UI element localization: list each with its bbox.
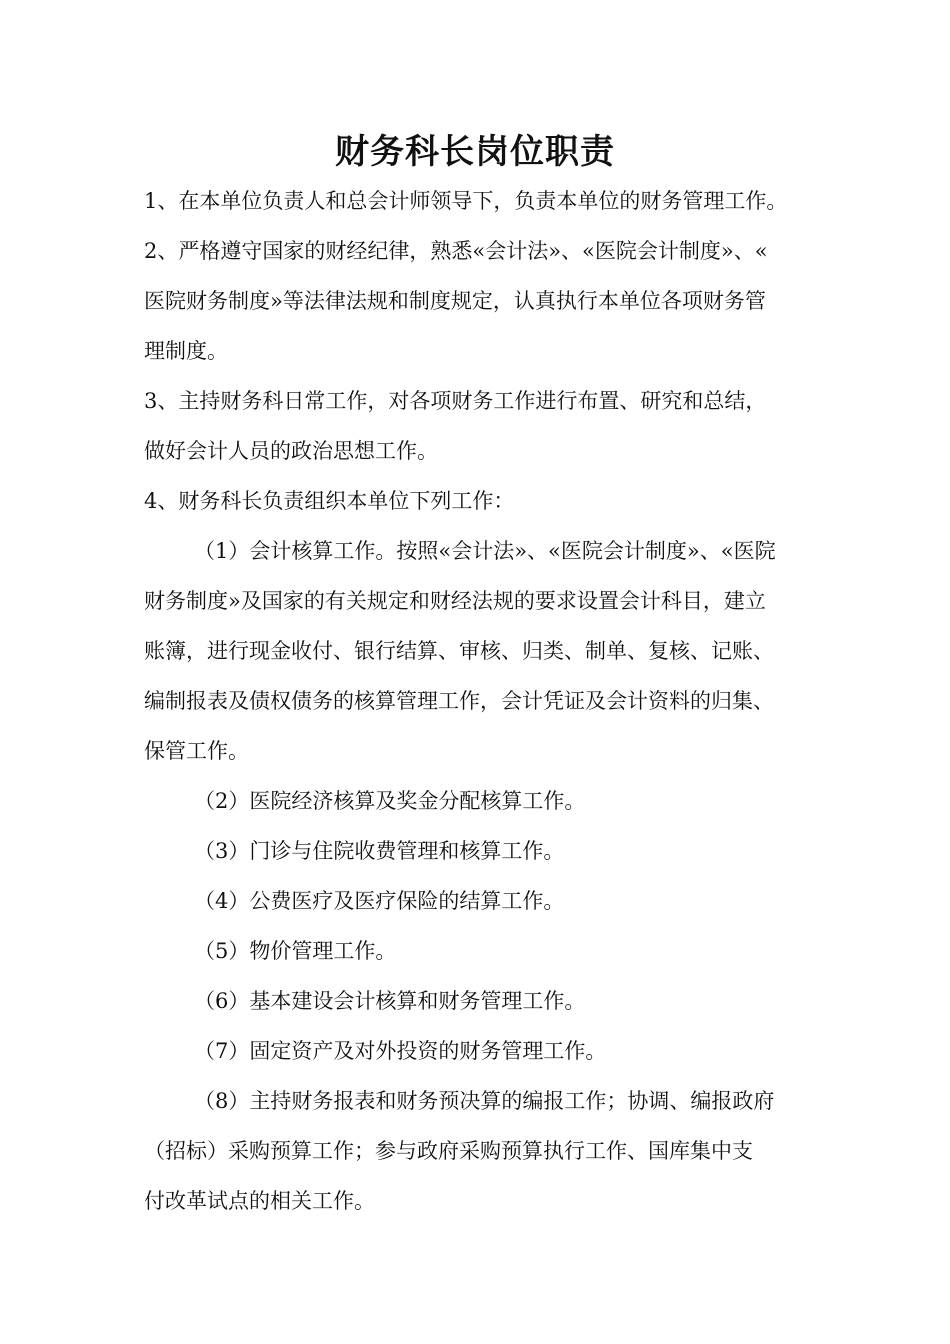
text-line: （5）物价管理工作。 bbox=[194, 939, 397, 963]
text-line: 编制报表及债权债务的核算管理工作，会计凭证及会计资料的归集、 bbox=[144, 689, 774, 713]
text-line: 账簿，进行现金收付、银行结算、审核、归类、制单、复核、记账、 bbox=[144, 639, 774, 663]
text-line: 1、在本单位负责人和总会计师领导下，负责本单位的财务管理工作。 bbox=[144, 189, 788, 213]
text-line: 理制度。 bbox=[144, 339, 228, 363]
text-line: 保管工作。 bbox=[144, 739, 249, 763]
document-title: 财务科长岗位职责 bbox=[335, 132, 615, 172]
text-line: （8）主持财务报表和财务预决算的编报工作；协调、编报政府 bbox=[194, 1089, 775, 1113]
text-line: 2、严格遵守国家的财经纪律，熟悉«会计法»、«医院会计制度»、« bbox=[144, 239, 768, 263]
text-line: （招标）采购预算工作；参与政府采购预算执行工作、国库集中支 bbox=[144, 1139, 753, 1163]
text-line: 3、主持财务科日常工作，对各项财务工作进行布置、研究和总结， bbox=[144, 389, 767, 413]
text-line: 付改革试点的相关工作。 bbox=[144, 1189, 375, 1213]
text-line: （7）固定资产及对外投资的财务管理工作。 bbox=[194, 1039, 607, 1063]
text-line: 4、财务科长负责组织本单位下列工作： bbox=[144, 489, 515, 513]
document-body bbox=[144, 176, 824, 1226]
text-line: 做好会计人员的政治思想工作。 bbox=[144, 439, 438, 463]
text-line: （4）公费医疗及医疗保险的结算工作。 bbox=[194, 889, 565, 913]
text-line: （1）会计核算工作。按照«会计法»、«医院会计制度»、«医院 bbox=[194, 539, 776, 563]
text-line: （3）门诊与住院收费管理和核算工作。 bbox=[194, 839, 565, 863]
text-line: 财务制度»及国家的有关规定和财经法规的要求设置会计科目，建立 bbox=[144, 589, 766, 613]
text-line: （2）医院经济核算及奖金分配核算工作。 bbox=[194, 789, 586, 813]
text-line: （6）基本建设会计核算和财务管理工作。 bbox=[194, 989, 586, 1013]
text-line: 医院财务制度»等法律法规和制度规定，认真执行本单位各项财务管 bbox=[144, 289, 766, 313]
